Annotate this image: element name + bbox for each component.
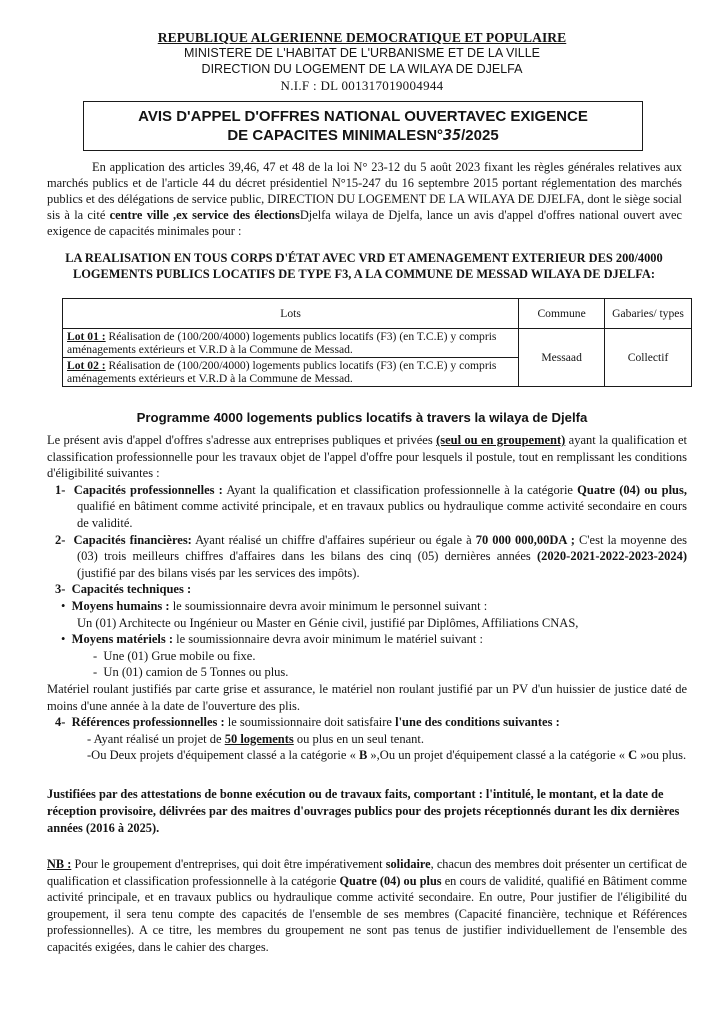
nif-number: N.I.F : DL 001317019004944 [280, 78, 444, 93]
programme-heading: Programme 4000 logements publics locatifs à travers la wilaya de Djelfa [136, 410, 588, 425]
intro-text-1: En application des articles 39,46, 47 et 48 de la loi N° 23-12 du 5 août 2023 fixant les règles générales relatives aux marchés publics et de l'article 44 du décret présidentiel N°15-247 du 16 septembre 2015 portant réglementation des marchés publics et des délégations de service public, DIRECTION DU LOGEMENT DE LA WILAYA DE DJELFA, dont le siège social sis à la cité [47, 160, 682, 222]
reference-option-2 [47, 747, 687, 764]
condition-financial [47, 532, 687, 582]
lots-header: Lots [63, 299, 519, 329]
condition-4-title: Références professionnelles : [71, 715, 225, 730]
condition-1-text-c: qualifié en bâtiment comme activité principale, et en travaux publics ou hydraulique comme activité secondaire en cours de validité. [77, 499, 687, 530]
condition-2-years: (2020-2021-2022-2023-2024) [537, 549, 687, 564]
nb-text-c: , chacun des membres doit présenter un certificat de qualification et classification professionnelle à la catégorie [47, 857, 687, 888]
reference-1-text-a: - Ayant réalisé un projet de [87, 731, 225, 746]
material-item-crane: Une (01) Grue mobile ou fixe. [103, 648, 256, 663]
nb-text-e: en cours de validité, qualifié en Bâtiment comme activité principale, et en travaux publics ou hydraulique comme activité secondaire. En outre, Pour justifier de l'éligibilité du groupement, il sera tenu compte des capacités de l'ensemble de ses membres (Capacité financière, technique et Références professionnelles). A ce titre, les membres du groupement ne sont pas tenus de justifier individuellement de l'ensemble des capacités exigées, dans le cahier des charges. [47, 873, 687, 954]
republic-heading: REPUBLIQUE ALGERIENNE DEMOCRATIQUE ET POPULAIRE [157, 30, 567, 45]
reference-2-text-e: »ou plus. [637, 748, 687, 763]
reference-2-text-c: »,Ou un projet d'équipement classé a la catégorie « [367, 748, 629, 763]
nb-category: Quatre (04) ou plus [339, 873, 442, 888]
nb-text-a: Pour le groupement d'entreprises, qui doit être impérativement [71, 857, 386, 871]
nb-label: NB : [47, 857, 72, 871]
nb-solidaire: solidaire [385, 857, 431, 871]
material-means-title: Moyens matériels : [71, 632, 173, 647]
notice-title-prefix: DE CAPACITES MINIMALESN° [227, 127, 444, 144]
condition-1-title: Capacités professionnelles : [73, 482, 223, 497]
human-means: • Moyens humains : le soumissionnaire devra avoir minimum le personnel suivant : [61, 598, 488, 613]
ministry-heading: MINISTERE DE L'HABITAT DE L'URBANISME ET DE LA VILLE [183, 46, 541, 60]
material-justification: Matériel roulant justifiés par carte grise et assurance, le matériel non roulant justifié par un PV d'un huissier de justice daté de moins d'une année à la date de l'ouverture des plis. [47, 681, 687, 713]
condition-2-amount: 70 000 000,00DA ; [475, 532, 575, 547]
lot-02-cell [63, 358, 519, 387]
condition-technical [47, 581, 687, 598]
eligibility-text-2: ayant la qualification et classification professionnelle pour les travaux objet de l'appel d'offre pour lesquels il postule, tout en remplissant les conditions d'éligibilité suivantes : [47, 433, 687, 481]
intro-text-2: Djelfa wilaya de Djelfa, lance un avis d'appel d'offres national ouvert avec exigence de capacités minimales pour : [47, 208, 682, 238]
reference-2-category-c: C [628, 748, 638, 763]
commune-cell: Messaad [519, 329, 605, 387]
reference-1-housing: 50 logements [224, 731, 294, 746]
condition-1-number: 1- [55, 482, 66, 497]
lot-02-label: Lot 02 : [67, 358, 106, 372]
notice-number: 35 [443, 126, 462, 144]
intro-paragraph [47, 159, 682, 239]
material-means: • Moyens matériels : le soumissionnaire devra avoir minimum le matériel suivant : [61, 632, 483, 647]
notice-title-line1: AVIS D'APPEL D'OFFRES NATIONAL OUVERTAVEC EXIGENCE [138, 108, 588, 125]
table-row [63, 329, 692, 358]
eligibility-intro [47, 432, 687, 482]
condition-2-title: Capacités financières: [73, 532, 192, 547]
lots-table [62, 298, 692, 387]
reference-option-1 [47, 731, 687, 748]
reference-2-text-a: -Ou Deux projets d'équipement classé a la catégorie « [87, 748, 359, 763]
table-header-row [63, 299, 692, 329]
human-means-title: Moyens humains : [71, 598, 170, 613]
list-item: - Un (01) camion de 5 Tonnes ou plus. [93, 665, 289, 680]
type-cell: Collectif [605, 329, 692, 387]
direction-heading: DIRECTION DU LOGEMENT DE LA WILAYA DE DJELFA [201, 62, 523, 76]
lot-01-cell [63, 329, 519, 358]
conditions-section [47, 432, 687, 764]
notice-title-line2 [84, 126, 642, 145]
nb-paragraph [47, 856, 687, 956]
condition-2-text-c: C'est la moyenne des (03) trois meilleurs chiffres d'affaires dans les bilans des cinq (05) dernières années [77, 532, 687, 564]
human-means-detail: Un (01) Architecte ou Ingénieur ou Master en Génie civil, justifié par Diplômes, Affiliations CNAS, [77, 615, 579, 630]
project-object: LA REALISATION EN TOUS CORPS D'ÉTAT AVEC VRD ET AMENAGEMENT EXTERIEUR DES 200/4000 LOGEMENTS PUBLICS LOCATIFS DE TYPE F3, A LA COMMUNE DE MESSAD WILAYA DE DJELFA: [65, 251, 663, 281]
type-header: Gabaries/ types [605, 299, 692, 329]
intro-address: centre ville ,ex service des élections [109, 208, 300, 222]
human-means-text: le soumissionnaire devra avoir minimum le personnel suivant : [169, 598, 488, 613]
commune-header: Commune [519, 299, 605, 329]
reference-2-category-b: B [358, 748, 368, 763]
list-item: - Une (01) Grue mobile ou fixe. [93, 648, 256, 663]
condition-professional [47, 482, 687, 532]
condition-4-text-a: le soumissionnaire doit satisfaire [224, 715, 396, 730]
notice-title-box [83, 101, 643, 151]
lot-02-text: Réalisation de (100/200/4000) logements publics locatifs (F3) (en T.C.E) y compris aménagements extérieurs et V.R.D à la Commune de Messad. [67, 358, 497, 385]
eligibility-groupement: (seul ou en groupement) [436, 433, 566, 447]
condition-3-number: 3- [55, 582, 66, 597]
lot-01-text: Réalisation de (100/200/4000) logements publics locatifs (F3) (en T.C.E) y compris aménagements extérieurs et V.R.D à la Commune de Messad. [67, 329, 497, 356]
lot-01-label: Lot 01 : [67, 329, 106, 343]
condition-3-title: Capacités techniques : [71, 582, 192, 597]
condition-4-text-b: l'une des conditions suivantes : [395, 715, 560, 730]
condition-references [47, 714, 687, 731]
material-means-text: le soumissionnaire devra avoir minimum le matériel suivant : [173, 632, 483, 647]
reference-1-text-c: ou plus en un seul tenant. [293, 731, 424, 746]
condition-4-number: 4- [55, 715, 66, 730]
justification-paragraph: Justifiées par des attestations de bonne exécution ou de travaux faits, comportant : l'intitulé, le montant, et la date de réception provisoire, délivrées par des maitres d'ouvrages publics pour des projets réceptionnés durant les dix dernières années (2016 à 2025). [47, 787, 680, 835]
condition-2-text-a: Ayant réalisé un chiffre d'affaires supérieur ou égale à [191, 532, 476, 547]
condition-2-number: 2- [55, 532, 66, 547]
notice-year: /2025 [461, 127, 499, 144]
condition-2-text-e: (justifié par des bilans visés par les services des impôts). [77, 565, 360, 580]
condition-1-text-a: Ayant la qualification et classification professionnelle à la catégorie [222, 482, 578, 497]
eligibility-text-1: Le présent avis d'appel d'offres s'adresse aux entreprises publiques et privées [47, 433, 437, 447]
condition-1-category: Quatre (04) ou plus, [577, 482, 687, 497]
material-item-truck: Un (01) camion de 5 Tonnes ou plus. [103, 665, 289, 680]
